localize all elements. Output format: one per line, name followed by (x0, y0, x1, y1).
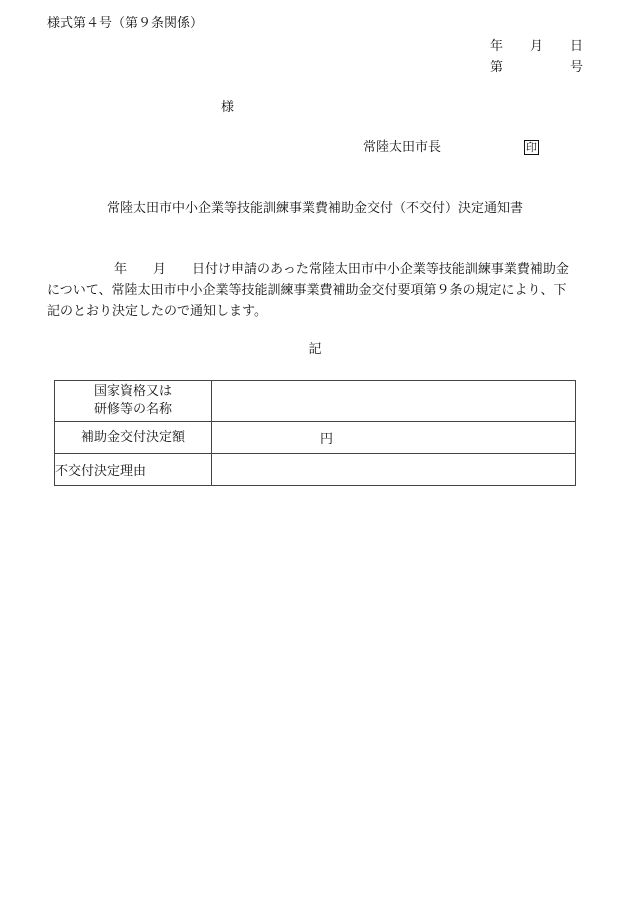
reason-value-cell (212, 454, 576, 486)
table-row-amount (55, 422, 576, 454)
body-line-1 (47, 259, 587, 280)
qualification-label-line-2: 研修等の名称 (93, 402, 172, 417)
body-line-2: について、常陸太田市中小企業等技能訓練事業費補助金交付要項第９条の規定により、下 (47, 283, 567, 298)
document-number-prefix: 第 (490, 60, 504, 75)
body-line-3: 記のとおり決定したので通知します。 (47, 304, 267, 319)
body-text (47, 259, 587, 322)
amount-label-cell: 補助金交付決定額 (55, 422, 212, 454)
body-month-label: 月 (153, 262, 167, 277)
qualification-label-line-1: 国家資格又は (93, 384, 172, 399)
table-row-reason (55, 454, 576, 486)
amount-value-cell (212, 422, 576, 454)
addressee-honorific: 様 (221, 100, 235, 115)
decision-table (54, 380, 576, 486)
qualification-value-cell (212, 381, 576, 422)
body-year-label: 年 (114, 262, 128, 277)
document-title: 常陸太田市中小企業等技能訓練事業費補助金交付（不交付）決定通知書 (106, 201, 523, 216)
yen-unit: 円 (320, 432, 334, 447)
form-number: 様式第４号（第９条関係） (47, 16, 204, 31)
ki-heading: 記 (308, 342, 322, 357)
sender-title: 常陸太田市長 (363, 140, 442, 155)
body-line-1-text: 日付け申請のあった常陸太田市中小企業等技能訓練事業費補助金 (192, 262, 569, 277)
qualification-label-cell (55, 381, 212, 422)
date-month-label: 月 (530, 39, 544, 54)
reason-label-cell: 不交付決定理由 (55, 454, 212, 486)
document-number-suffix: 号 (570, 60, 584, 75)
table-row-qualification (55, 381, 576, 422)
date-year-label: 年 (490, 39, 504, 54)
date-day-label: 日 (570, 39, 584, 54)
seal-mark: 印 (526, 141, 537, 154)
